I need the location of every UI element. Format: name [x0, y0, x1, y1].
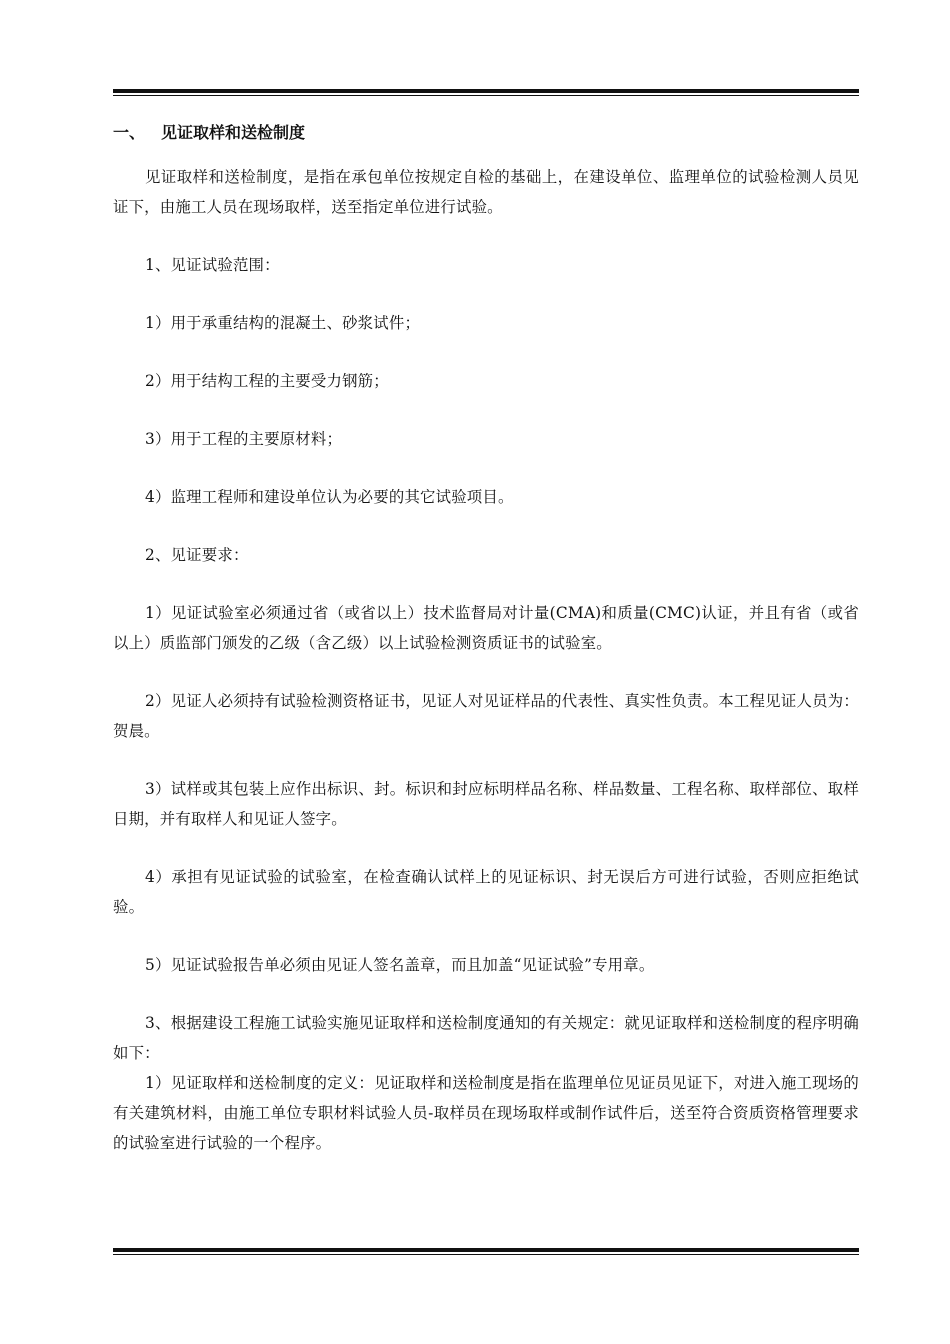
paragraph-requirement-1: 1）见证试验室必须通过省（或省以上）技术监督局对计量(CMA)和质量(CMC)认证，并且有省（或省以上）质监部门颁发的乙级（含乙级）以上试验检测资质证书的试验室。 — [113, 604, 859, 652]
paragraph-requirement-3: 3）试样或其包装上应作出标识、封。标识和封应标明样品名称、样品数量、工程名称、取样部位、取样日期，并有取样人和见证人签字。 — [113, 780, 859, 828]
section-heading — [113, 118, 859, 148]
section-heading-title: 见证取样和送检制度 — [161, 123, 306, 142]
header-rule-thin-line — [113, 95, 859, 96]
paragraph-procedure-definition: 1）见证取样和送检制度的定义：见证取样和送检制度是指在监理单位见证员见证下，对进入施工现场的有关建筑材料，由施工单位专职材料试验人员-取样员在现场取样或制作试件后，送至符合资质资格管理要求的试验室进行试验的一个程序。 — [113, 1074, 859, 1152]
paragraph-scope-item-4: 4）监理工程师和建设单位认为必要的其它试验项目。 — [145, 488, 514, 506]
footer-rule-thick-line — [113, 1248, 859, 1252]
paragraph-requirement-2: 2）见证人必须持有试验检测资格证书，见证人对见证样品的代表性、真实性负责。本工程见证人员为：贺晨。 — [113, 692, 859, 740]
header-rule-thick-line — [113, 89, 859, 93]
header-rule — [113, 89, 859, 96]
paragraph-procedure-heading: 3、根据建设工程施工试验实施见证取样和送检制度通知的有关规定：就见证取样和送检制度的程序明确如下： — [113, 1014, 859, 1062]
paragraph-scope-item-3: 3）用于工程的主要原材料； — [145, 430, 343, 448]
document-body — [113, 118, 859, 1158]
paragraph-scope-item-1: 1）用于承重结构的混凝土、砂浆试件； — [145, 314, 421, 332]
footer-rule-thin-line — [113, 1254, 859, 1255]
section-heading-number: 一、 — [113, 123, 146, 142]
paragraph-requirement-4: 4）承担有见证试验的试验室，在检查确认试样上的见证标识、封无误后方可进行试验，否则应拒绝试验。 — [113, 868, 859, 916]
paragraph-requirement-5: 5）见证试验报告单必须由见证人签名盖章，而且加盖“见证试验”专用章。 — [145, 956, 655, 974]
paragraph-scope-item-2: 2）用于结构工程的主要受力钢筋； — [145, 372, 389, 390]
paragraph-definition: 见证取样和送检制度，是指在承包单位按规定自检的基础上，在建设单位、监理单位的试验检测人员见证下，由施工人员在现场取样，送至指定单位进行试验。 — [113, 168, 859, 216]
paragraph-scope-heading: 1、见证试验范围： — [145, 256, 280, 274]
paragraph-requirements-heading: 2、见证要求： — [145, 546, 249, 564]
footer-rule — [113, 1248, 859, 1255]
